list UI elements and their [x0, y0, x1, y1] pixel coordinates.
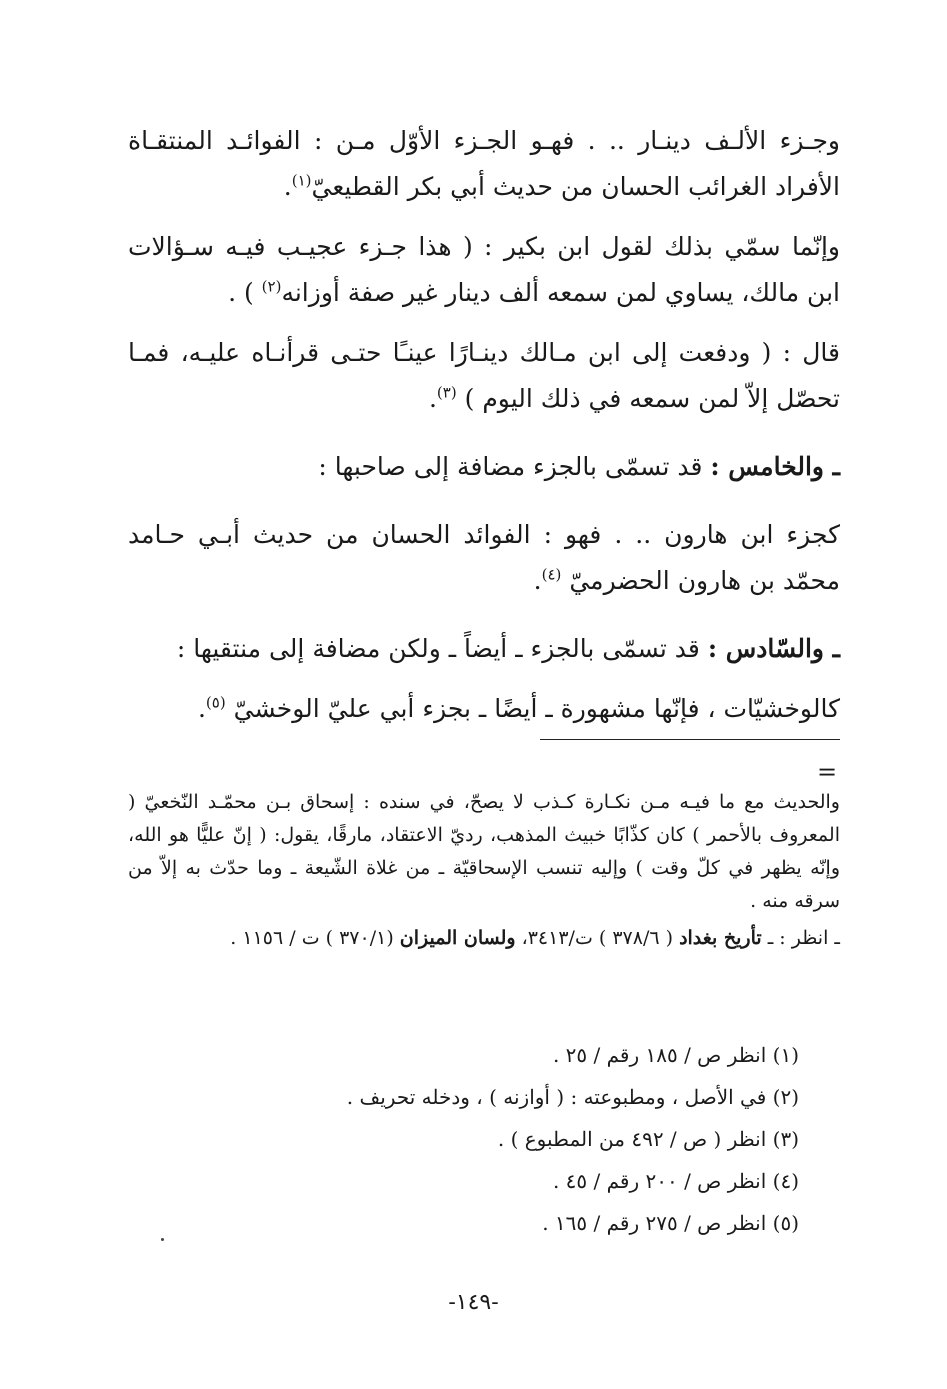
footnote-ref: (٤) [541, 565, 562, 584]
paragraph-end: . [533, 566, 542, 595]
footnote-3: (٣) انظر ( ص / ٤٩٢ من المطبوع ) . [497, 1127, 799, 1151]
continuation-marker: = [816, 758, 838, 786]
ink-speck [161, 1238, 164, 1241]
book-title: ولسان الميزان [399, 927, 516, 949]
note-text: والحديث مع ما فيـه مـن نكـارة كـذب لا يصحّ، في سنده : إسحاق بـن محمّـد النّخعيّ ( المعروف بالأحمر ) كان كذّابًا خبيث المذهب، رديّ الاعتقاد، مارقًا، يقول: ( إنّ عليًّا هو الله، وإنّه يظهر في كلّ وقت ) وإليه تنسب الإسحاقيّة ـ من غلاة الشّيعة ـ وما حدّث به إلاّ من سرقه منه . [128, 791, 840, 912]
footnote-1: (١) انظر ص / ١٨٥ رقم / ٢٥ . [552, 1043, 799, 1067]
book-title: تأريخ بغداد [679, 927, 762, 949]
footnote-ref: (٣) [436, 383, 457, 402]
note-text: (٣٧٠/١ ) ت / ١١٥٦ . [230, 927, 400, 949]
paragraph-wakhshiyyat [128, 686, 840, 732]
heading-lead: ـ والخامس : [710, 452, 840, 481]
footnote-4: (٤) انظر ص / ٢٠٠ رقم / ٤٥ . [552, 1169, 799, 1193]
note-text: ( ٣٧٨/٦ ) ت/٣٤١٣، [515, 927, 680, 949]
paragraph-reason [128, 224, 840, 316]
paragraph-end: ) . [228, 278, 262, 307]
heading-text: قد تسمّى بالجزء مضافة إلى صاحبها : [318, 452, 711, 481]
heading-fifth [128, 444, 840, 490]
footnote-5: (٥) انظر ص / ٢٧٥ رقم / ١٦٥ . [542, 1211, 799, 1235]
paragraph-quote [128, 330, 840, 422]
paragraph-text: كجزء ابن هارون .. . فهو : الفوائد الحسان من حديث أبـي حـامد محمّد بن هارون الحضرميّ [128, 520, 840, 595]
heading-sixth [128, 626, 840, 672]
note-text: ـ انظر : ـ [761, 927, 840, 949]
footnote-separator [540, 739, 840, 740]
main-text [128, 118, 840, 746]
heading-text: قد تسمّى بالجزء ـ أيضاً ـ ولكن مضافة إلى منتقيها : [176, 634, 708, 663]
paragraph-end: . [283, 172, 292, 201]
continued-note [128, 786, 840, 959]
paragraph-text: وجـزء الألـف دينـار .. . فهـو الجـزء الأوّل مـن : الفوائـد المنتقـاة الأفراد الغرائب الحسان من حديث أبي بكر القطيعيّ [128, 126, 840, 201]
paragraph-text: كالوخشيّات ، فإنّها مشهورة ـ أيضًا ـ بجزء أبي عليّ الوخشيّ [233, 694, 840, 723]
paragraph-end: . [428, 384, 437, 413]
footnote-2: (٢) في الأصل ، ومطبوعته : ( أوازنه ) ، ودخله تحريف . [346, 1085, 799, 1109]
paragraph-alf-dinar [128, 118, 840, 210]
heading-lead: ـ والسّادس : [707, 634, 840, 663]
paragraph-harun [128, 512, 840, 604]
paragraph-text: قال : ( ودفعت إلى ابن مـالك دينـارًا عينـًا حتـى قرأنـاه عليـه، فمـا تحصّل إلاّ لمن سمعه في ذلك اليوم ) [128, 338, 840, 413]
note-reference [128, 922, 840, 955]
page-number: -١٤٩- [448, 1290, 499, 1315]
footnote-ref: (٢) [261, 277, 282, 296]
footnote-ref: (١) [291, 171, 312, 190]
paragraph-end: . [197, 694, 206, 723]
footnote-ref: (٥) [205, 693, 226, 712]
paragraph-text: وإنّما سمّي بذلك لقول ابن بكير : ( هذا جـزء عجيـب فيـه سـؤالات ابن مالك، يساوي لمن سمعه ألف دينار غير صفة أوزانه [128, 232, 840, 307]
